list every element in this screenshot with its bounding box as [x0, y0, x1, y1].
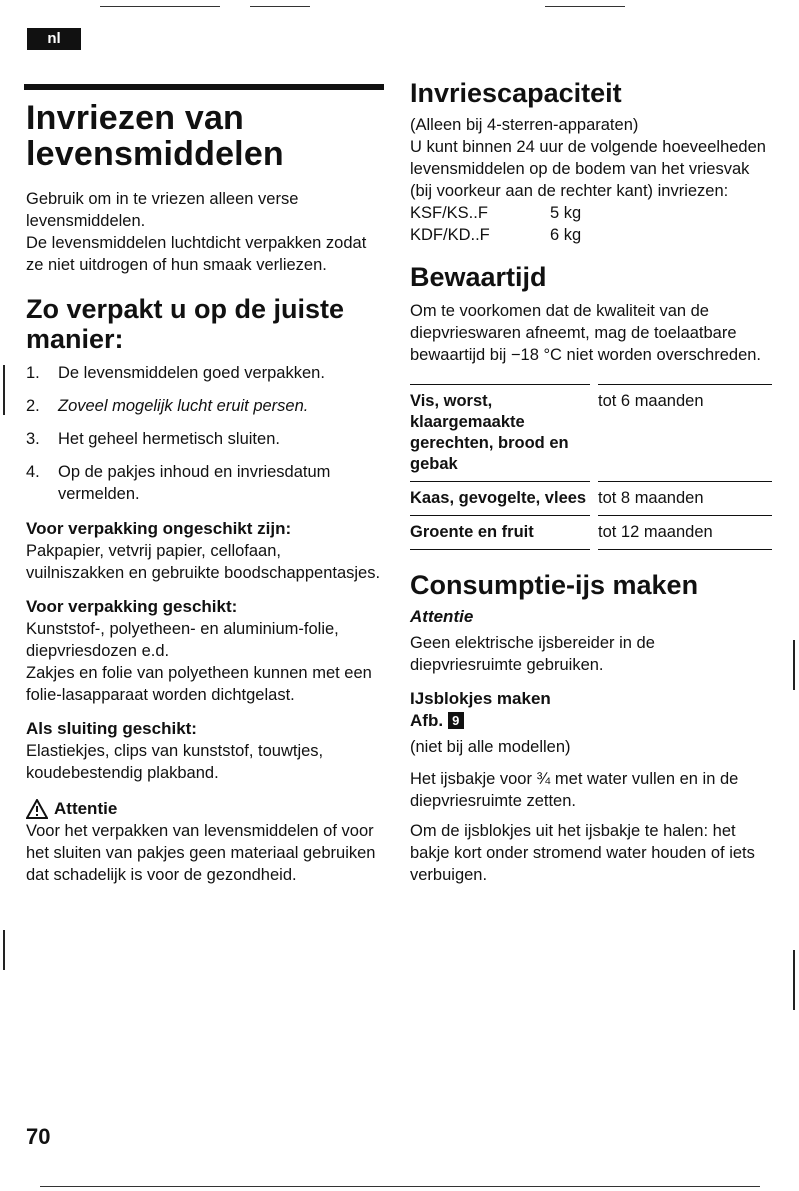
packing-heading: Zo verpakt u op de juiste manier: — [26, 294, 345, 354]
capacity-row: KSF/KS..F 5 kg — [410, 204, 582, 222]
intro-paragraph: De levensmiddelen luchtdicht verpakken zodat ze niet uitdrogen of hun smaak verliezen. — [26, 234, 367, 274]
list-item: 4. Op de pakjes inhoud en invriesdatum vermelden. — [26, 463, 331, 503]
unsuitable-heading: Voor verpakking ongeschikt zijn: — [26, 519, 292, 538]
right-column — [410, 78, 770, 886]
storage-heading: Bewaartijd — [410, 262, 547, 292]
capacity-heading: Invriescapaciteit — [410, 78, 622, 108]
unsuitable-text: Pakpapier, vetvrij papier, cellofaan, vuilniszakken en gebruikte boodschappentasjes. — [26, 542, 381, 582]
left-column — [26, 100, 381, 886]
food-cell: Groente en fruit — [410, 516, 590, 550]
time-cell: tot 12 maanden — [598, 516, 772, 550]
page-number: 70 — [26, 1124, 51, 1149]
bottom-edge-line — [40, 1186, 760, 1187]
capacity-text: (Alleen bij 4-sterren-apparaten) U kunt binnen 24 uur de volgende hoeveelheden levensmiddelen op de bodem van het vriesvak (bij voorkeur aan de rechter kant) invriezen: — [410, 116, 766, 200]
icecubes-heading: IJsblokjes maken — [410, 689, 551, 708]
time-cell: tot 8 maanden — [598, 482, 772, 516]
suitable-text: Kunststof-, polyetheen- en aluminium-folie, diepvriesdozen e.d. — [26, 620, 339, 660]
warning-heading — [26, 798, 381, 820]
suitable-heading: Voor verpakking geschikt: — [26, 597, 238, 616]
storage-table — [410, 384, 772, 550]
margin-mark — [793, 950, 795, 1010]
table-row — [410, 482, 772, 516]
figure-number-badge: 9 — [448, 712, 464, 729]
table-row — [410, 385, 772, 482]
warning-label: Attentie — [54, 799, 118, 818]
top-edge-line — [545, 6, 625, 7]
list-item: 2. Zoveel mogelijk lucht eruit persen. — [26, 397, 309, 415]
warning-text: Voor het verpakken van levensmiddelen of voor het sluiten van pakjes geen materiaal gebruiken dat schadelijk is voor de gezondheid. — [26, 822, 376, 884]
suitable-text: Zakjes en folie van polyetheen kunnen met een folie-lasapparaat worden dichtgelast. — [26, 664, 372, 704]
list-item: 1. De levensmiddelen goed verpakken. — [26, 364, 325, 382]
food-cell: Kaas, gevogelte, vlees — [410, 482, 590, 516]
packing-steps — [26, 362, 381, 505]
time-cell: tot 6 maanden — [598, 385, 772, 482]
figure-label: Afb. — [410, 711, 444, 730]
warning-icon — [26, 799, 48, 819]
margin-mark — [3, 365, 5, 415]
closure-text: Elastiekjes, clips van kunststof, touwtjes, koudebestendig plakband. — [26, 742, 324, 782]
storage-text: Om te voorkomen dat de kwaliteit van de diepvrieswaren afneemt, mag de toelaatbare bewaartijd bij −18 °C niet worden overschreden. — [410, 302, 762, 364]
list-item: 3. Het geheel hermetisch sluiten. — [26, 430, 280, 448]
model-note: (niet bij alle modellen) — [410, 738, 571, 756]
icecubes-text: Het ijsbakje voor ¾ met water vullen en in de diepvriesruimte zetten. — [410, 770, 739, 810]
attention-text: Geen elektrische ijsbereider in de diepvriesruimte gebruiken. — [410, 634, 655, 674]
page-title: Invriezen van levensmiddelen — [26, 99, 284, 173]
attention-heading: Attentie — [410, 607, 474, 626]
top-edge-line — [100, 6, 220, 7]
intro-paragraph: Gebruik om in te vriezen alleen verse levensmiddelen. — [26, 190, 299, 230]
food-cell: Vis, worst, klaargemaakte gerechten, brood en gebak — [410, 385, 590, 482]
margin-mark — [3, 930, 5, 970]
top-edge-line — [250, 6, 310, 7]
closure-heading: Als sluiting geschikt: — [26, 719, 197, 738]
icecubes-text: Om de ijsblokjes uit het ijsbakje te halen: het bakje kort onder stromend water houden of iets verbuigen. — [410, 822, 755, 884]
icecream-heading: Consumptie-ijs maken — [410, 570, 699, 600]
margin-mark — [793, 640, 795, 690]
figure-reference — [410, 710, 770, 732]
section-rule — [24, 84, 384, 90]
language-badge: nl — [27, 28, 81, 50]
capacity-row: KDF/KD..F 6 kg — [410, 226, 582, 244]
table-row — [410, 516, 772, 550]
